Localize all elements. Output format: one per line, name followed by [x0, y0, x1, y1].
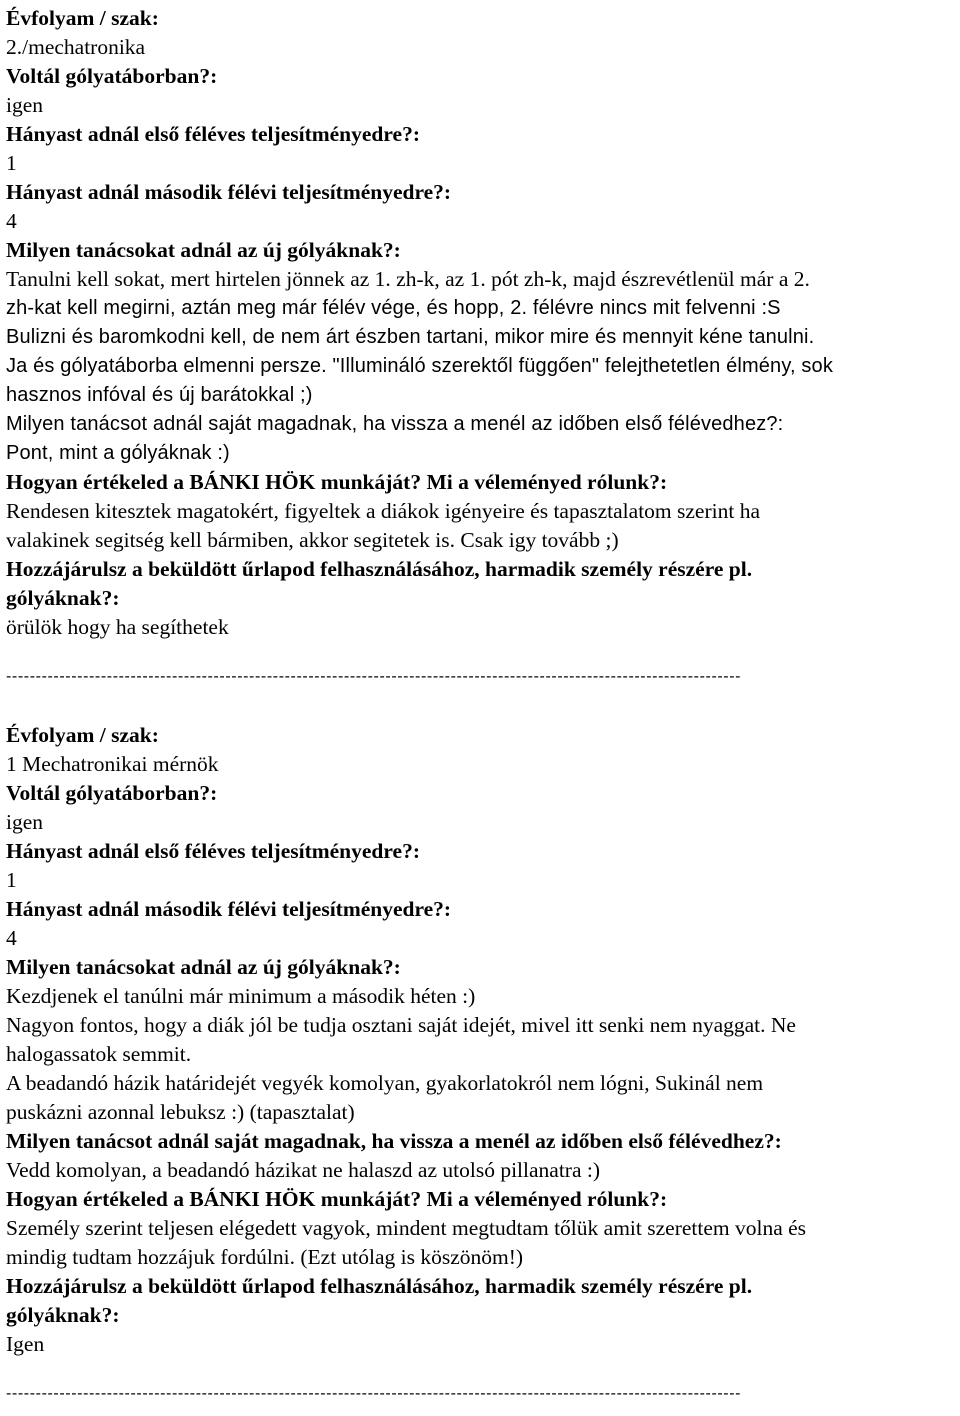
answer-hok-line: Rendesen kitesztek magatokért, figyeltek a diákok igényeire és tapasztalatom szerint ha	[6, 499, 761, 523]
question-camp: Voltál gólyatáborban?:	[6, 781, 218, 805]
answer-advice-line: Nagyon fontos, hogy a diák jól be tudja osztani saját idejét, mivel itt senki nem nyaggat. Ne	[6, 1013, 796, 1037]
entry-separator: ----------------------------------------------------------------------------------------------------------------------------	[6, 668, 742, 685]
answer-first-semester: 1	[6, 151, 17, 175]
answer-advice-line: hasznos infóval és új barátokkal ;)	[6, 384, 313, 406]
question-second-semester: Hányast adnál második félévi teljesítményedre?:	[6, 897, 452, 921]
answer-consent: örülök hogy ha segíthetek	[6, 615, 229, 639]
question-camp: Voltál gólyatáborban?:	[6, 64, 218, 88]
question-advice: Milyen tanácsokat adnál az új gólyáknak?:	[6, 955, 401, 979]
answer-second-semester: 4	[6, 926, 17, 950]
answer-self-advice-question-text: Milyen tanácsot adnál saját magadnak, ha vissza a menél az időben első félévedhez?:	[6, 413, 784, 435]
question-first-semester: Hányast adnál első féléves teljesítményedre?:	[6, 122, 421, 146]
survey-entry-2	[6, 721, 954, 1359]
question-hok: Hogyan értékeled a BÁNKI HÖK munkáját? Mi a véleményed rólunk?:	[6, 470, 668, 494]
answer-hok-line: valakinek segitség kell bármiben, akkor segitetek is. Csak igy tovább ;)	[6, 528, 619, 552]
question-self-advice: Milyen tanácsot adnál saját magadnak, ha vissza a menél az időben első félévedhez?:	[6, 1129, 782, 1153]
answer-year: 1 Mechatronikai mérnök	[6, 752, 219, 776]
answer-first-semester: 1	[6, 868, 17, 892]
answer-camp: igen	[6, 93, 44, 117]
answer-advice-line: Ja és gólyatáborba elmenni persze. "Illumináló szerektől függően" felejthetetlen élmény, sok	[6, 355, 833, 377]
question-consent: gólyáknak?:	[6, 586, 120, 610]
answer-year: 2./mechatronika	[6, 35, 146, 59]
answer-self-advice: Vedd komolyan, a beadandó házikat ne halaszd az utolsó pillanatra :)	[6, 1158, 601, 1182]
question-first-semester: Hányast adnál első féléves teljesítményedre?:	[6, 839, 421, 863]
question-second-semester: Hányast adnál második félévi teljesítményedre?:	[6, 180, 452, 204]
answer-advice-line: A beadandó házik határidejét vegyék komolyan, gyakorlatokról nem lógni, Sukinál nem	[6, 1071, 764, 1095]
question-consent: gólyáknak?:	[6, 1303, 120, 1327]
question-consent: Hozzájárulsz a beküldött űrlapod felhasználásához, harmadik személy részére pl.	[6, 1274, 753, 1298]
answer-advice-line: halogassatok semmit.	[6, 1042, 192, 1066]
answer-consent: Igen	[6, 1332, 45, 1356]
answer-advice-line: Bulizni és baromkodni kell, de nem árt észben tartani, mikor mire és mennyit kéne tanulni.	[6, 326, 815, 348]
answer-self-advice: Pont, mint a gólyáknak :)	[6, 442, 230, 464]
question-hok: Hogyan értékeled a BÁNKI HÖK munkáját? Mi a véleményed rólunk?:	[6, 1187, 668, 1211]
answer-second-semester: 4	[6, 209, 17, 233]
answer-hok-line: Személy szerint teljesen elégedett vagyok, mindent megtudtam tőlük amit szerettem volna és	[6, 1216, 807, 1240]
question-year: Évfolyam / szak:	[6, 723, 159, 747]
answer-advice-line: Tanulni kell sokat, mert hirtelen jönnek az 1. zh-k, az 1. pót zh-k, majd észrevétlenül már a 2.	[6, 267, 810, 291]
survey-entry-1	[6, 4, 954, 642]
question-year: Évfolyam / szak:	[6, 6, 159, 30]
answer-advice-line: puskázni azonnal lebuksz :) (tapasztalat)	[6, 1100, 355, 1124]
answer-hok-line: mindig tudtam hozzájuk fordúlni. (Ezt utólag is köszönöm!)	[6, 1245, 524, 1269]
answer-advice-line: zh-kat kell megirni, aztán meg már félév vége, és hopp, 2. félévre nincs mit felvenni :S	[6, 297, 781, 319]
answer-camp: igen	[6, 810, 44, 834]
question-consent: Hozzájárulsz a beküldött űrlapod felhasználásához, harmadik személy részére pl.	[6, 557, 753, 581]
question-advice: Milyen tanácsokat adnál az új gólyáknak?:	[6, 238, 401, 262]
answer-advice-line: Kezdjenek el tanúlni már minimum a második héten :)	[6, 984, 476, 1008]
entry-separator: ----------------------------------------------------------------------------------------------------------------------------	[6, 1385, 742, 1402]
